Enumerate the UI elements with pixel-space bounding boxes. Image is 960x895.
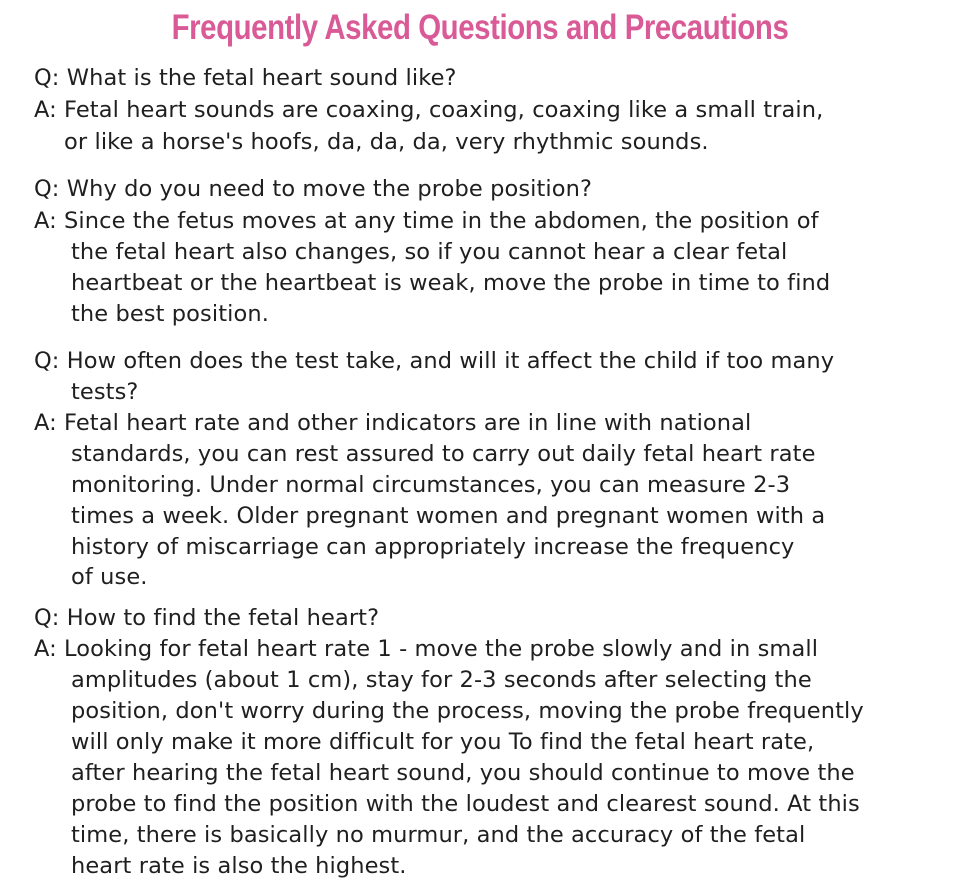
faq-3-answer-line: times a week. Older pregnant women and pregnant women with a	[71, 503, 826, 529]
faq-4-question: Q: How to find the fetal heart?	[34, 605, 380, 631]
faq-4-answer-line: position, don't worry during the process, moving the probe frequently	[71, 698, 864, 724]
faq-3-question: tests?	[71, 379, 139, 405]
faq-4-answer-line: will only make it more difficult for you To find the fetal heart rate,	[71, 729, 815, 755]
faq-2-answer-line: the best position.	[71, 301, 269, 327]
faq-2-answer-line: heartbeat or the heartbeat is weak, move the probe in time to find	[71, 270, 831, 296]
faq-4-answer-line: A: Looking for fetal heart rate 1 - move the probe slowly and in small	[34, 636, 819, 662]
faq-4-answer-line: amplitudes (about 1 cm), stay for 2-3 seconds after selecting the	[71, 667, 812, 693]
faq-1-answer-line: or like a horse's hoofs, da, da, da, very rhythmic sounds.	[64, 129, 709, 155]
faq-4-answer-line: after hearing the fetal heart sound, you should continue to move the	[71, 760, 855, 786]
faq-2-answer-line: A: Since the fetus moves at any time in the abdomen, the position of	[34, 208, 819, 234]
faq-4-answer-line: heart rate is also the highest.	[71, 853, 407, 879]
faq-3-answer-line: standards, you can rest assured to carry out daily fetal heart rate	[71, 441, 816, 467]
faq-2-answer-line: the fetal heart also changes, so if you cannot hear a clear fetal	[71, 239, 788, 265]
faq-1-answer-line: A: Fetal heart sounds are coaxing, coaxing, coaxing like a small train,	[34, 97, 824, 123]
faq-3-answer-line: A: Fetal heart rate and other indicators are in line with national	[34, 410, 752, 436]
faq-1-question: Q: What is the fetal heart sound like?	[34, 65, 457, 91]
faq-3-answer-line: monitoring. Under normal circumstances, you can measure 2-3	[71, 472, 791, 498]
faq-3-answer-line: of use.	[71, 564, 148, 590]
faq-2-question: Q: Why do you need to move the probe position?	[34, 176, 593, 202]
faq-3-answer-line: history of miscarriage can appropriately increase the frequency	[71, 534, 795, 560]
page-title: Frequently Asked Questions and Precautions	[171, 8, 789, 47]
faq-4-answer-line: probe to find the position with the loudest and clearest sound. At this	[71, 791, 860, 817]
faq-4-answer-line: time, there is basically no murmur, and the accuracy of the fetal	[71, 822, 806, 848]
faq-3-question: Q: How often does the test take, and will it affect the child if too many	[34, 348, 835, 374]
